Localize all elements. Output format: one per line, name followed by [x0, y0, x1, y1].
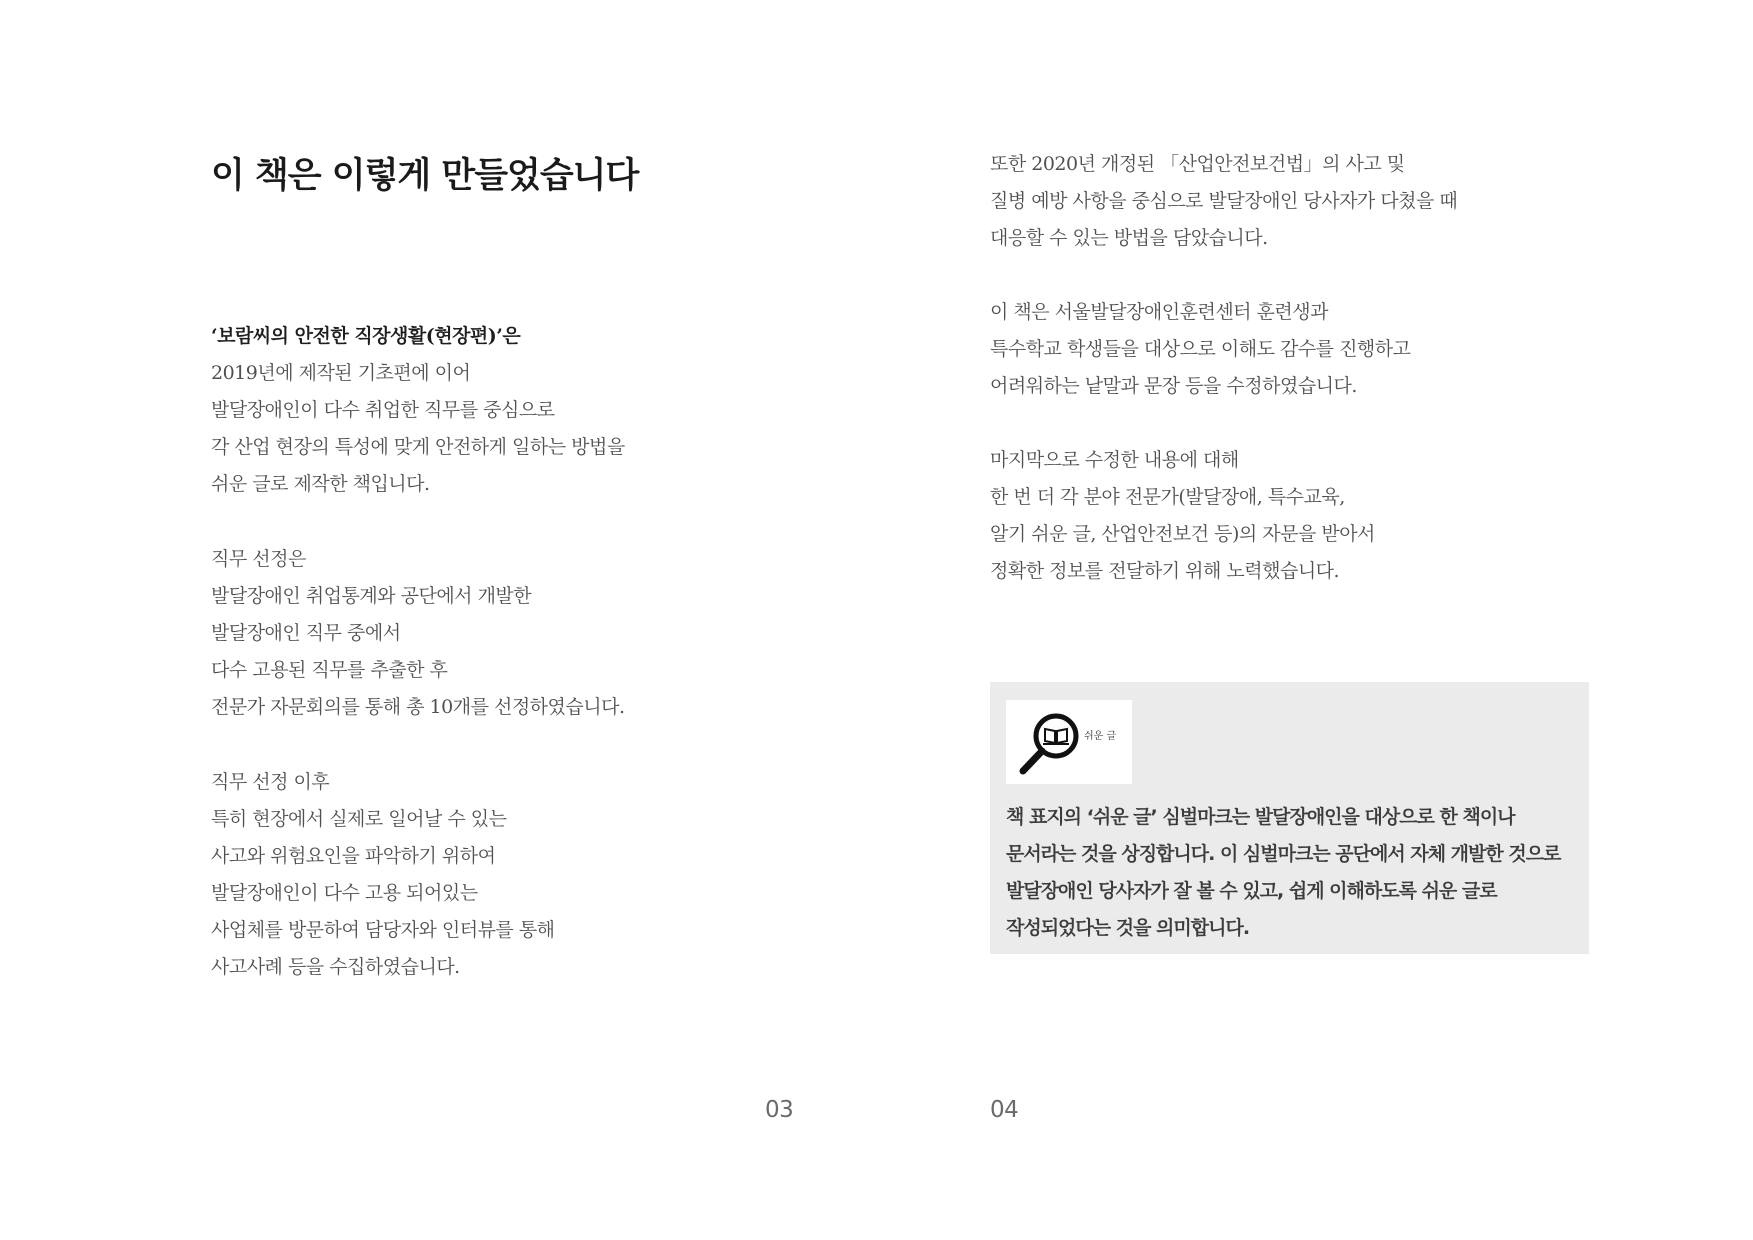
text-line: 사고와 위험요인을 파악하기 위하여 [211, 845, 496, 867]
easy-read-description [1006, 799, 1560, 947]
text-line: 이 책은 서울발달장애인훈련센터 훈련생과 [990, 301, 1328, 323]
book-title-line: ‘보람씨의 안전한 직장생활(현장편)’은 [211, 325, 521, 347]
text-line: 마지막으로 수정한 내용에 대해 [990, 449, 1239, 471]
expert-paragraph [990, 442, 1375, 590]
text-line: 직무 선정 이후 [211, 771, 330, 793]
job-selection-paragraph [211, 541, 625, 726]
intro-paragraph [211, 318, 625, 503]
text-line: 발달장애인 취업통계와 공단에서 개발한 [211, 585, 532, 607]
text-line: 직무 선정은 [211, 548, 306, 570]
text-line: 발달장애인이 다수 고용 되어있는 [211, 882, 478, 904]
page-number-left: 03 [765, 1097, 794, 1123]
text-line: 사고사례 등을 수집하였습니다. [211, 956, 460, 978]
text-line: 또한 2020년 개정된 「산업안전보건법」의 사고 및 [990, 153, 1405, 175]
text-line: 쉬운 글로 제작한 책입니다. [211, 473, 430, 495]
text-line: 책 표지의 ‘쉬운 글’ 심벌마크는 발달장애인을 대상으로 한 책이나 [1006, 806, 1515, 828]
text-line: 발달장애인 당사자가 잘 볼 수 있고, 쉽게 이해하도록 쉬운 글로 [1006, 880, 1497, 902]
text-line: 특수학교 학생들을 대상으로 이해도 감수를 진행하고 [990, 338, 1411, 360]
page-title: 이 책은 이렇게 만들었습니다 [211, 156, 639, 196]
text-line: 2019년에 제작된 기초편에 이어 [211, 362, 471, 384]
text-line: 대응할 수 있는 방법을 담았습니다. [990, 227, 1268, 249]
easy-read-logo [1006, 700, 1132, 784]
text-line: 문서라는 것을 상징합니다. 이 심벌마크는 공단에서 자체 개발한 것으로 [1006, 843, 1561, 865]
logo-label: 쉬운 글 [1084, 731, 1117, 742]
text-line: 정확한 정보를 전달하기 위해 노력했습니다. [990, 560, 1340, 582]
text-line: 발달장애인 직무 중에서 [211, 622, 401, 644]
text-line: 발달장애인이 다수 취업한 직무를 중심으로 [211, 399, 555, 421]
after-selection-paragraph [211, 764, 555, 986]
law-paragraph [990, 146, 1457, 257]
text-line: 각 산업 현장의 특성에 맞게 안전하게 일하는 방법을 [211, 436, 625, 458]
text-line: 질병 예방 사항을 중심으로 발달장애인 당사자가 다쳤을 때 [990, 190, 1458, 212]
text-line: 사업체를 방문하여 담당자와 인터뷰를 통해 [211, 919, 555, 941]
text-line: 특히 현장에서 실제로 일어날 수 있는 [211, 808, 507, 830]
page-number-right: 04 [990, 1097, 1019, 1123]
text-line: 작성되었다는 것을 의미합니다. [1006, 917, 1250, 939]
text-line: 다수 고용된 직무를 추출한 후 [211, 659, 448, 681]
text-line: 어려워하는 낱말과 문장 등을 수정하였습니다. [990, 375, 1357, 397]
text-line: 알기 쉬운 글, 산업안전보건 등)의 자문을 받아서 [990, 523, 1375, 545]
magnifier-book-icon [1016, 710, 1082, 776]
text-line: 한 번 더 각 분야 전문가(발달장애, 특수교육, [990, 486, 1345, 508]
text-line: 전문가 자문회의를 통해 총 10개를 선정하였습니다. [211, 696, 625, 718]
review-paragraph [990, 294, 1411, 405]
easy-read-notice-box [990, 682, 1589, 954]
